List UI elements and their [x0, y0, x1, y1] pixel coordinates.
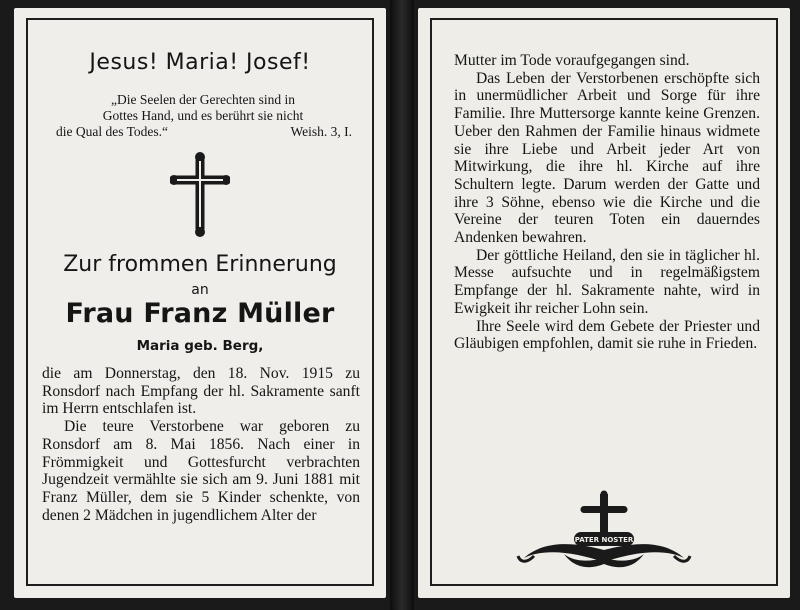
left-frame	[26, 18, 374, 586]
connector-word: an	[191, 282, 209, 298]
quote-line: die Qual des Todes.“	[56, 124, 169, 139]
maiden-name: Maria geb. Berg,	[136, 338, 264, 354]
left-body-text	[42, 365, 360, 524]
paragraph: Der göttliche Heiland, den sie in täglicher hl. Messe aufsuchte und in regelmäßigstem Empfange der hl. Sakramente nahte, wird in Ewigkeit ihr reicher Lohn sein.	[454, 246, 760, 317]
invocation-heading: Jesus! Maria! Josef!	[89, 50, 311, 75]
paragraph: Die teure Verstorbene war geboren zu Ronsdorf am 8. Mai 1856. Nach einer in Frömmigkeit und Gottesfurcht verbrachten Jugendzeit vermählte sie sich am 9. Juni 1881 mit Franz Müller, dem sie 5 Kinder schenkte, von denen 2 Mädchen in jugendlichem Alter der	[42, 418, 360, 524]
memorial-title: Zur frommen Erinnerung	[63, 252, 337, 277]
right-page	[418, 8, 790, 598]
deceased-name: Frau Franz Müller	[65, 298, 335, 329]
quote-last-line	[48, 124, 358, 140]
right-frame	[430, 18, 778, 586]
quote-line: „Die Seelen der Gerechten sind in	[110, 92, 296, 107]
paragraph: Das Leben der Verstorbenen erschöpfte sich in unermüdlicher Arbeit und Sorge für ihre Familie. Ihre Muttersorge kannte keine Grenzen. Ueber den Rahmen der Familie hinaus widmete sie ihre Liebe und Arbeit jeder Art von Mitwirkung, die ihre hl. Kirche auf ihre Schultern legte. Darum werden der Gatte und ihre 3 Söhne, ebenso wie die Kirche und die Vereine der teuren Toten ein dauerndes Andenken bewahren.	[454, 69, 760, 247]
emblem-text: PATER NOSTER	[574, 536, 634, 544]
right-body-text	[454, 52, 760, 353]
paragraph: die am Donnerstag, den 18. Nov. 1915 zu Ronsdorf nach Empfang der hl. Sakramente sanft im Herrn entschlafen ist.	[42, 365, 360, 418]
paragraph: Ihre Seele wird dem Gebete der Priester und Gläubigen empfohlen, damit sie ruhe in Frieden.	[454, 317, 760, 353]
left-page	[14, 8, 386, 598]
cross-emblem-icon	[504, 490, 704, 585]
scripture-quote	[48, 92, 358, 140]
card-fold	[390, 0, 414, 610]
ornate-cross-icon	[170, 152, 230, 243]
quote-line: Gottes Hand, und es berührt sie nicht	[102, 108, 304, 123]
quote-source: Weish. 3, I.	[290, 124, 352, 139]
paragraph: Mutter im Tode voraufgegangen sind.	[454, 52, 690, 69]
